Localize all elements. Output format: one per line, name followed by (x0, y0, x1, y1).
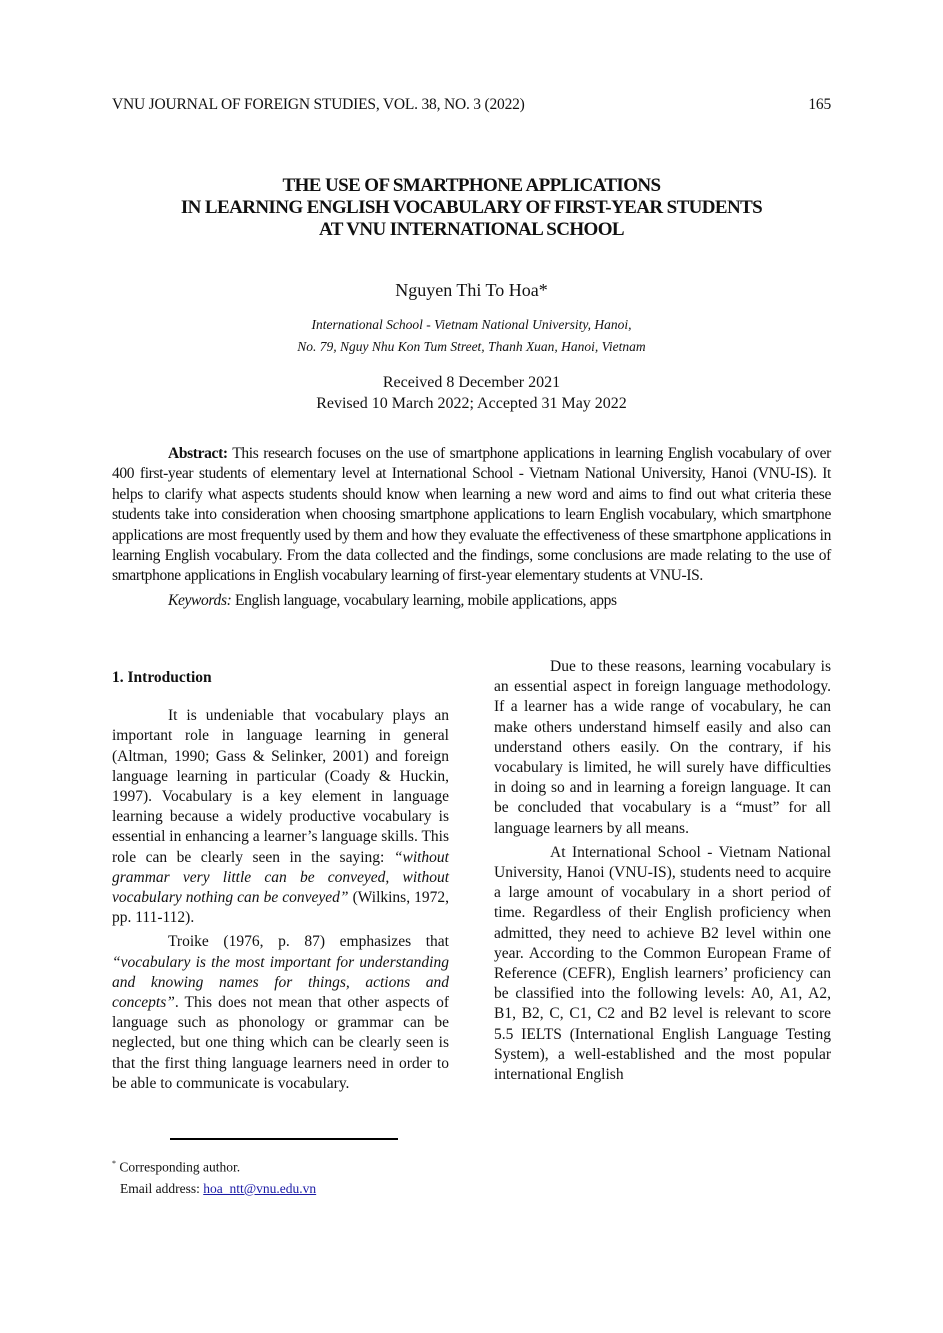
footnote-divider (170, 1138, 398, 1140)
abstract-text: This research focuses on the use of smartphone applications in learning English vocabulary of over 400 first-year students of elementary level at International School - Vietnam National University, Hanoi (VNU-IS). It helps to clarify what aspects students should know when learning a new word and aims to find out what criteria these students take into consideration when choosing smartphone applications to learn English vocabulary, which smartphone applications are most frequently used by them and how they evaluate the effectiveness of these smartphone applications in learning English vocabulary. From the data collected and the findings, some conclusions are made relating to the use of smartphone applications in English vocabulary learning of first-year elementary students at VNU-IS. (112, 445, 831, 585)
troike-quote: “vocabulary is the most important for understanding and knowing names for things, actions and concepts” (112, 953, 449, 1012)
corresponding-author-note: * Corresponding author. (112, 1159, 241, 1175)
running-header (112, 96, 831, 114)
intro-paragraph-2: Troike (1976, p. 87) emphasizes that “vocabulary is the most important for understanding and knowing names for things, actions and concepts”. This does not mean that other aspects of language such as phonology or grammar can be neglected, but one thing which can be clearly seen is that the first thing language learners need in order to be able to communicate is vocabulary. (112, 933, 449, 1092)
left-column (112, 668, 449, 1098)
wilkins-quote: “without grammar very little can be conveyed, without vocabulary nothing can be conveyed” (112, 848, 449, 907)
keywords-text: English language, vocabulary learning, mobile applications, apps (231, 591, 617, 609)
revised-accepted-date: Revised 10 March 2022; Accepted 31 May 2022 (316, 395, 627, 412)
page-number: 165 (808, 96, 831, 113)
intro-paragraph-1: It is undeniable that vocabulary plays an important role in language learning in general (Altman, 1990; Gass & Selinker, 2001) and foreign language learning in particular (Coady & Huckin, 1997). Vocabulary is a key element in language learning because a widely productive vocabulary is essential in enhancing a learner’s language skills. This role can be clearly seen in the saying: “without grammar very little can be conveyed, without vocabulary nothing can be conveyed” (Wilkins, 1972, pp. 111-112). (112, 707, 450, 927)
journal-name: VNU JOURNAL OF FOREIGN STUDIES, VOL. 38, NO. 3 (2022) (112, 96, 525, 113)
title-line-1: THE USE OF SMARTPHONE APPLICATIONS (282, 175, 661, 196)
keywords (112, 591, 831, 611)
abstract-paragraph (112, 444, 831, 587)
email-link[interactable]: hoa_ntt@vnu.edu.vn (203, 1180, 317, 1196)
abstract (112, 444, 831, 611)
intro-paragraph-3: Due to these reasons, learning vocabulary is an essential aspect in foreign language methodology. If a learner has a wide range of vocabulary, he can make others understand himself easily and also can understand others easily. On the contrary, if his vocabulary is limited, he will surely have difficulties in doing so and in learning a foreign language. It can be concluded that vocabulary is a “must” for all language learners by all means. (494, 658, 831, 837)
abstract-label: Abstract: (168, 445, 228, 462)
section-heading: 1. Introduction (112, 669, 212, 686)
author-name: Nguyen Thi To Hoa* (395, 280, 548, 300)
submission-dates (112, 372, 831, 414)
title-line-3: AT VNU INTERNATIONAL SCHOOL (319, 219, 624, 240)
right-column (494, 657, 831, 1089)
affiliation-line-1: International School - Vietnam National University, Hanoi, (311, 317, 632, 332)
received-date: Received 8 December 2021 (382, 374, 561, 391)
paper-title (112, 175, 831, 241)
intro-paragraph-4: At International School - Vietnam National University, Hanoi (VNU-IS), students need to acquire a large amount of vocabulary in a short period of time. Regardless of their English proficiency when admitted, they need to achieve B2 level within one year. According to the Common European Frame of Reference (CEFR), English learners’ proficiency can be classified into the following levels: A0, A1, A2, B1, B2, C, C1, C2 and B2 level is relevant to score 5.5 IELTS (International English Language Testing System), a well-established and the most popular international English (494, 843, 831, 1084)
keywords-label: Keywords: (168, 591, 232, 609)
affiliation-line-2: No. 79, Nguy Nhu Kon Tum Street, Thanh Xuan, Hanoi, Vietnam (297, 339, 646, 354)
footnote (112, 1153, 316, 1199)
email-line: Email address: hoa_ntt@vnu.edu.vn (120, 1180, 317, 1196)
title-line-2: IN LEARNING ENGLISH VOCABULARY OF FIRST-YEAR STUDENTS (180, 197, 763, 218)
affiliation (112, 314, 831, 358)
